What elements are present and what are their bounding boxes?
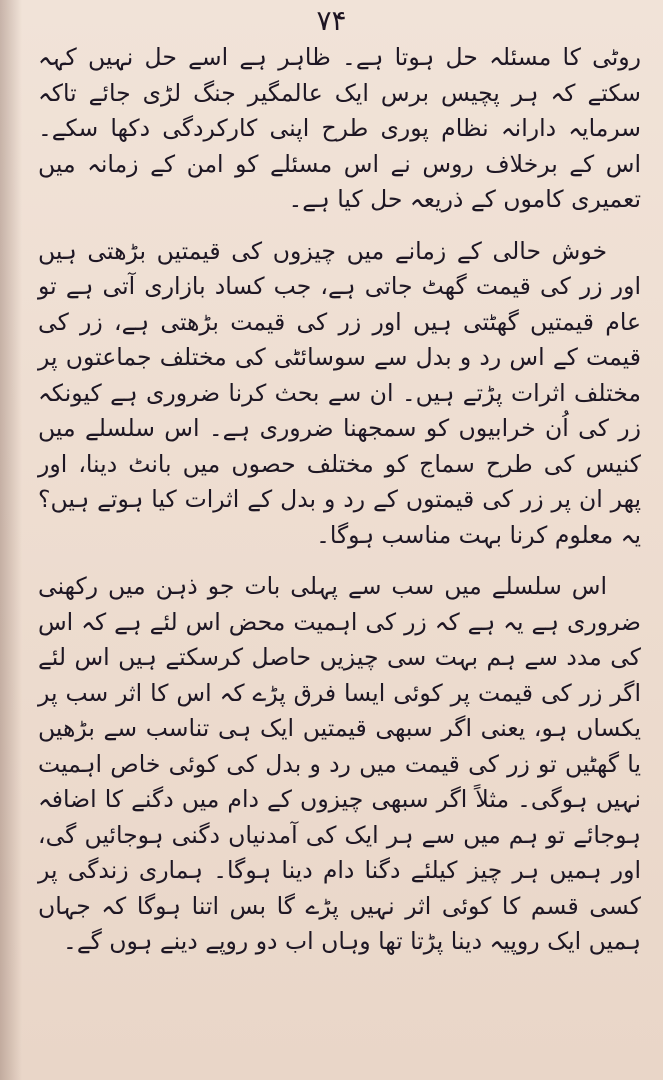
page-body-text xyxy=(38,40,641,962)
paragraph-3: اس سلسلے میں سب سے پہلی بات جو ذہن میں رکھنی ضروری ہے یہ ہے کہ زر کی اہمیت محض اس لئے ہے کہ اس کی مدد سے ہم بہت سی چیزیں حاصل کرسکتے ہیں اس لئے اگر زر کی قیمت پر کوئی ایسا فرق پڑے کہ اس کا اثر سب پر یکساں ہو، یعنی اگر سبھی قیمتیں ایک ہی تناسب سے بڑھیں یا گھٹیں تو زر کی قیمت میں رد و بدل کی کوئی خاص اہمیت نہیں ہوگی۔ مثلاً اگر سبھی چیزوں کے دام میں دگنے کا اضافہ ہوجائے تو ہم میں سے ہر ایک کی آمدنیاں دگنی ہوجائیں گی، اور ہمیں ہر چیز کیلئے دگنا دام دینا ہوگا۔ ہماری زندگی پر کسی قسم کا کوئی اثر نہیں پڑے گا بس اتنا ہوگا کہ جہاں ہمیں ایک روپیہ دینا پڑتا تھا وہاں اب دو روپے دینے ہوں گے۔ xyxy=(38,572,641,955)
page-gutter-shadow xyxy=(0,0,22,1080)
paragraph-2: خوش حالی کے زمانے میں چیزوں کی قیمتیں بڑھتی ہیں اور زر کی قیمت گھٹ جاتی ہے، جب کساد بازاری آتی ہے تو عام قیمتیں گھٹتی ہیں اور زر کی قیمت بڑھتی ہے، زر کی قیمت کے اس رد و بدل سے سوسائٹی کی مختلف جماعتوں پر مختلف اثرات پڑتے ہیں۔ ان سے بحث کرنا ضروری ہے کیونکہ زر کی اُن خرابیوں کو سمجھنا ضروری ہے۔ اس سلسلے میں کنیس کی طرح سماج کو مختلف حصوں میں بانٹ دینا، اور پھر ان پر زر کی قیمتوں کے رد و بدل کے اثرات کیا ہوتے ہیں؟ یہ معلوم کرنا بہت مناسب ہوگا۔ xyxy=(38,236,641,549)
paragraph-1: روٹی کا مسئلہ حل ہوتا ہے۔ ظاہر ہے اسے حل نہیں کہہ سکتے کہ ہر پچیس برس ایک عالمگیر جنگ لڑی جائے تاکہ سرمایہ دارانہ نظام پوری طرح اپنی کارکردگی دکھا سکے۔ اس کے برخلاف روس نے اس مسئلے کو امن کے زمانہ میں تعمیری کاموں کے ذریعہ حل کیا ہے۔ xyxy=(38,43,641,213)
page-number: ۷۴ xyxy=(316,4,347,37)
